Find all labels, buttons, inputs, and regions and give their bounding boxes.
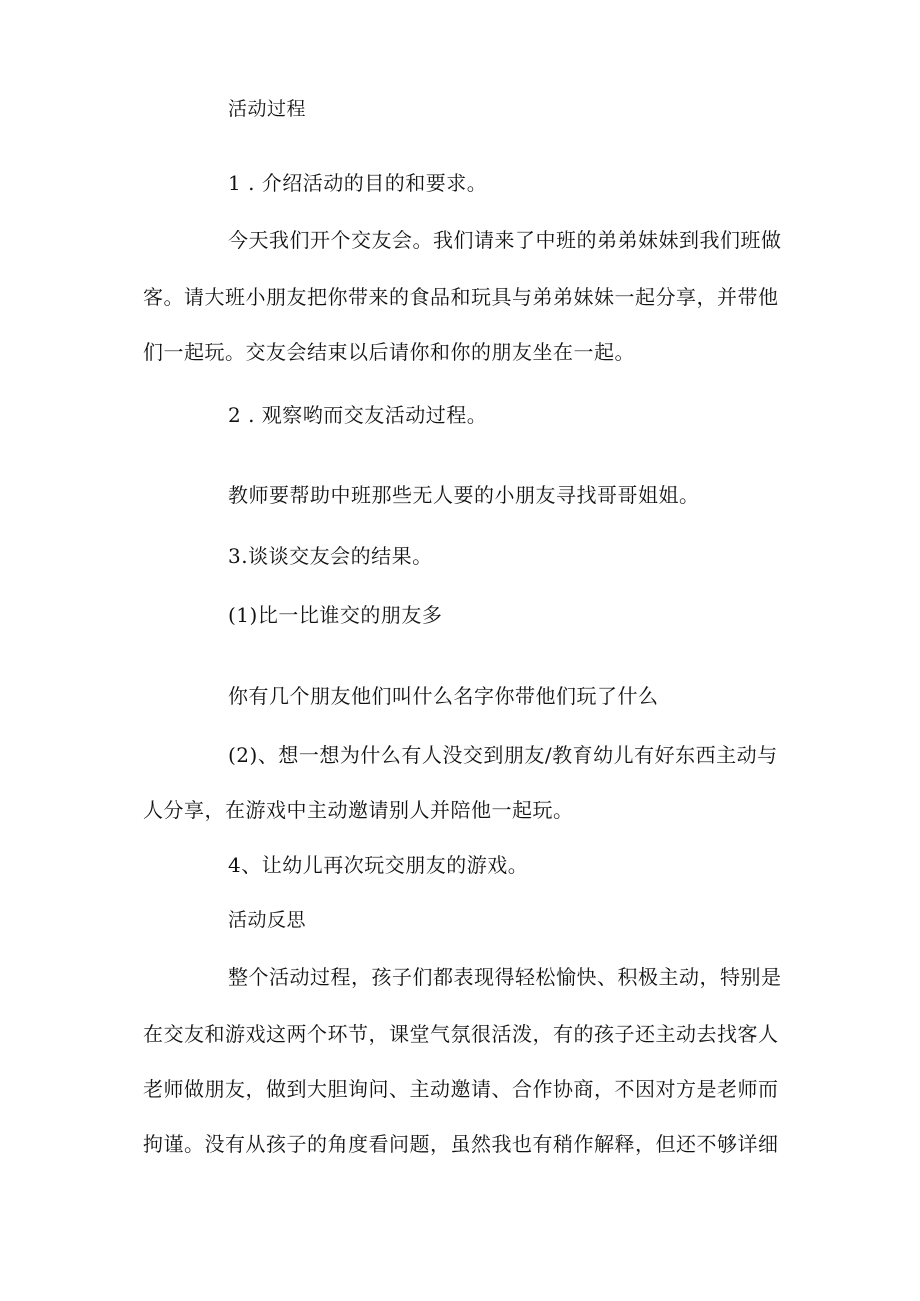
step-3-sub-1: (1)比一比谁交的朋友多	[228, 603, 443, 627]
paragraph-line: 拘谨。没有从孩子的角度看问题，虽然我也有稍作解释，但还不够详细	[143, 1132, 779, 1156]
step-4-title: 4、让幼儿再次玩交朋友的游戏。	[228, 853, 529, 877]
paragraph-line: 今天我们开个交友会。我们请来了中班的弟弟妹妹到我们班做	[228, 228, 782, 252]
paragraph-line: 人分享，在游戏中主动邀请别人并陪他一起玩。	[143, 798, 574, 822]
paragraph-line: 客。请大班小朋友把你带来的食品和玩具与弟弟妹妹一起分享，并带他	[143, 285, 779, 309]
section-heading-process: 活动过程	[228, 98, 307, 120]
paragraph-line: 教师要帮助中班那些无人要的小朋友寻找哥哥姐姐。	[228, 483, 700, 507]
step-3-title: 3.谈谈交友会的结果。	[228, 544, 433, 568]
step-1-title: 1 . 介绍活动的目的和要求。	[228, 171, 488, 195]
step-3-sub-2: (2)、想一想为什么有人没交到朋友/教育幼儿有好东西主动与	[228, 743, 778, 767]
paragraph-line: 老师做朋友，做到大胆询问、主动邀请、合作协商，不因对方是老师而	[143, 1077, 779, 1101]
paragraph-line: 你有几个朋友他们叫什么名字你带他们玩了什么	[228, 684, 659, 708]
paragraph-line: 在交友和游戏这两个环节，课堂气氛很活泼，有的孩子还主动去找客人	[143, 1022, 779, 1046]
section-heading-reflection: 活动反思	[228, 909, 307, 931]
paragraph-line: 整个活动过程，孩子们都表现得轻松愉快、积极主动，特别是	[228, 965, 782, 989]
step-2-title: 2 . 观察哟而交友活动过程。	[228, 403, 488, 427]
paragraph-line: 们一起玩。交友会结束以后请你和你的朋友坐在一起。	[143, 340, 635, 364]
